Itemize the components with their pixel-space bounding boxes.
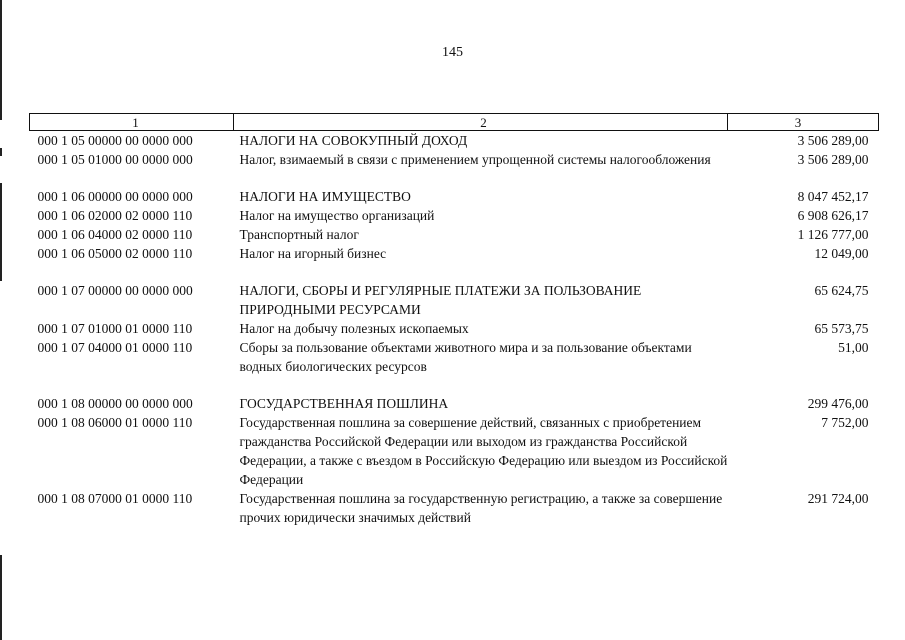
- amount-cell: 65 624,75: [814, 283, 869, 298]
- amount-cell: 51,00: [838, 340, 869, 355]
- budget-revenue-table: [29, 113, 879, 527]
- spacer-cell: [30, 376, 879, 394]
- section-spacer: [30, 376, 879, 394]
- amount-cell: 3 506 289,00: [797, 133, 869, 148]
- table-header-row: [30, 114, 879, 131]
- amount-cell: 3 506 289,00: [797, 152, 869, 167]
- amount-cell: 291 724,00: [807, 491, 869, 506]
- revenue-name-cell: Налог на добычу полезных ископаемых: [239, 321, 469, 336]
- budget-code-cell: 000 1 05 01000 00 0000 000: [37, 152, 193, 167]
- revenue-name-cell: ГОСУДАРСТВЕННАЯ ПОШЛИНА: [239, 396, 449, 411]
- revenue-name-cell: НАЛОГИ, СБОРЫ И РЕГУЛЯРНЫЕ ПЛАТЕЖИ ЗА ПОЛЬЗОВАНИЕ ПРИРОДНЫМИ РЕСУРСАМИ: [239, 283, 642, 317]
- revenue-name-cell: Налог, взимаемый в связи с применением упрощенной системы налогообложения: [239, 152, 711, 167]
- spacer-cell: [30, 169, 879, 187]
- revenue-name-cell: Налог на игорный бизнес: [239, 246, 387, 261]
- revenue-name-cell: Сборы за пользование объектами животного мира и за пользование объектами водных биологических ресурсов: [239, 340, 692, 374]
- scan-edge-mark: [0, 183, 2, 281]
- amount-cell: 6 908 626,17: [797, 208, 869, 223]
- budget-code-cell: 000 1 07 00000 00 0000 000: [37, 283, 193, 298]
- revenue-name-cell: Государственная пошлина за государственную регистрацию, а также за совершение прочих юридически значимых действий: [239, 491, 723, 525]
- budget-code-cell: 000 1 06 05000 02 0000 110: [37, 246, 193, 261]
- table-body: [30, 131, 879, 528]
- table-row: [30, 319, 879, 338]
- budget-code-cell: 000 1 05 00000 00 0000 000: [37, 133, 193, 148]
- amount-cell: 299 476,00: [807, 396, 869, 411]
- page-number: 145: [442, 45, 463, 60]
- budget-code-cell: 000 1 06 04000 02 0000 110: [37, 227, 193, 242]
- budget-code-cell: 000 1 08 07000 01 0000 110: [37, 491, 193, 506]
- revenue-name-cell: НАЛОГИ НА ИМУЩЕСТВО: [239, 189, 411, 204]
- budget-code-cell: 000 1 07 01000 01 0000 110: [37, 321, 193, 336]
- column-header-code: 1: [30, 114, 234, 131]
- revenue-name-cell: Государственная пошлина за совершение действий, связанных с приобретением гражданства Российской Федерации или выходом из гражданства Российской Федерации, а также с въездом в Российскую Федерацию или выездом из Российской Федерации: [239, 415, 728, 487]
- table-row: [30, 150, 879, 169]
- budget-code-cell: 000 1 08 06000 01 0000 110: [37, 415, 193, 430]
- scan-edge-mark: [0, 555, 2, 640]
- amount-cell: 12 049,00: [814, 246, 869, 261]
- section-spacer: [30, 263, 879, 281]
- amount-cell: 7 752,00: [821, 415, 869, 430]
- budget-code-cell: 000 1 06 00000 00 0000 000: [37, 189, 193, 204]
- table-row: [30, 338, 879, 376]
- amount-cell: 65 573,75: [814, 321, 869, 336]
- table-row: [30, 225, 879, 244]
- revenue-name-cell: НАЛОГИ НА СОВОКУПНЫЙ ДОХОД: [239, 133, 468, 148]
- section-spacer: [30, 169, 879, 187]
- amount-cell: 8 047 452,17: [797, 189, 869, 204]
- table-row: [30, 187, 879, 206]
- budget-code-cell: 000 1 06 02000 02 0000 110: [37, 208, 193, 223]
- table-row: [30, 244, 879, 263]
- revenue-name-cell: Транспортный налог: [239, 227, 359, 242]
- amount-cell: 1 126 777,00: [797, 227, 869, 242]
- column-header-name: 2: [234, 114, 728, 131]
- table-row: [30, 489, 879, 527]
- table-row: [30, 394, 879, 413]
- revenue-name-cell: Налог на имущество организаций: [239, 208, 435, 223]
- table-row: [30, 413, 879, 489]
- column-header-amount: 3: [728, 114, 879, 131]
- table-row: [30, 206, 879, 225]
- scan-edge-mark: [0, 148, 2, 156]
- table-row: [30, 131, 879, 151]
- budget-code-cell: 000 1 07 04000 01 0000 110: [37, 340, 193, 355]
- spacer-cell: [30, 263, 879, 281]
- table-row: [30, 281, 879, 319]
- budget-code-cell: 000 1 08 00000 00 0000 000: [37, 396, 193, 411]
